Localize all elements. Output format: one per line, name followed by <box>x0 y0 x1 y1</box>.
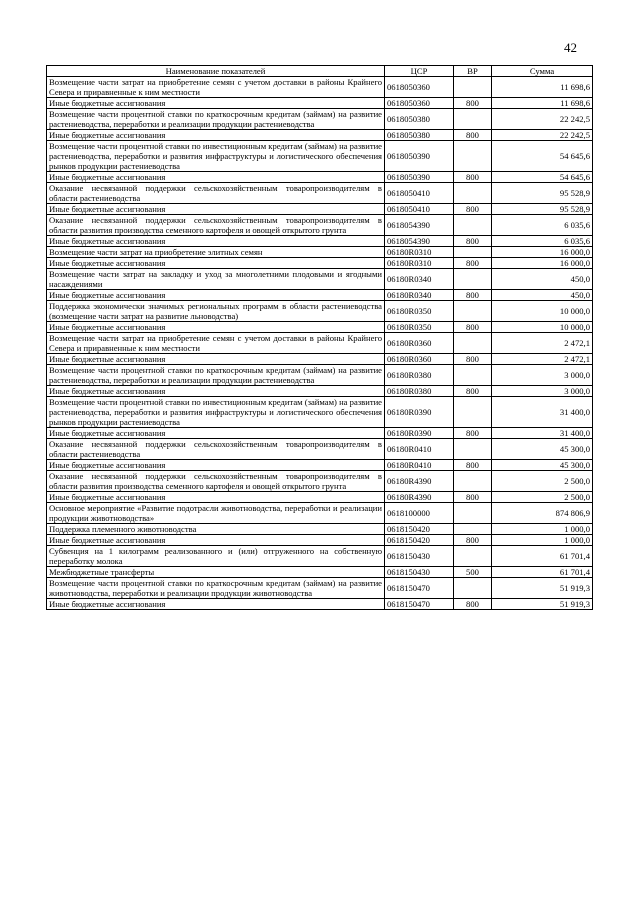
cell-vr <box>454 524 492 535</box>
cell-name: Иные бюджетные ассигнования <box>47 258 385 269</box>
cell-csr: 0618150430 <box>385 546 454 567</box>
cell-csr: 06180R0350 <box>385 322 454 333</box>
cell-sum: 54 645,6 <box>492 141 593 172</box>
cell-csr: 0618054390 <box>385 236 454 247</box>
table-row <box>47 77 593 98</box>
cell-name: Субвенция на 1 килограмм реализованного и (или) отгруженного на собственную переработку молока <box>47 546 385 567</box>
cell-name: Возмещение части затрат на приобретение семян с учетом доставки в районы Крайнего Севера и приравненные к ним местности <box>47 77 385 98</box>
cell-vr <box>454 333 492 354</box>
table-row <box>47 397 593 428</box>
cell-csr: 06180R4390 <box>385 471 454 492</box>
cell-vr <box>454 578 492 599</box>
cell-sum: 51 919,3 <box>492 578 593 599</box>
table-row <box>47 439 593 460</box>
cell-csr: 0618050410 <box>385 183 454 204</box>
table-row <box>47 365 593 386</box>
cell-sum: 61 701,4 <box>492 546 593 567</box>
cell-sum: 450,0 <box>492 290 593 301</box>
table-row <box>47 428 593 439</box>
cell-csr: 0618050380 <box>385 109 454 130</box>
cell-vr: 800 <box>454 130 492 141</box>
cell-vr <box>454 141 492 172</box>
cell-csr: 06180R0310 <box>385 258 454 269</box>
cell-name: Поддержка экономически значимых региональных программ в области растениеводства (возмещение части затрат на развитие льноводства) <box>47 301 385 322</box>
cell-csr: 0618054390 <box>385 215 454 236</box>
cell-name: Возмещение части затрат на закладку и уход за многолетними плодовыми и ягодными насаждениями <box>47 269 385 290</box>
cell-vr <box>454 301 492 322</box>
cell-vr: 800 <box>454 258 492 269</box>
cell-sum: 10 000,0 <box>492 301 593 322</box>
cell-name: Иные бюджетные ассигнования <box>47 354 385 365</box>
cell-csr: 0618150470 <box>385 578 454 599</box>
cell-name: Иные бюджетные ассигнования <box>47 492 385 503</box>
table-row <box>47 109 593 130</box>
table-row <box>47 460 593 471</box>
cell-name: Возмещение части процентной ставки по краткосрочным кредитам (займам) на развитие растениеводства, переработки и реализации продукции растениеводства <box>47 365 385 386</box>
table-row <box>47 567 593 578</box>
cell-csr: 06180R0340 <box>385 269 454 290</box>
header-vr: ВР <box>454 66 492 77</box>
cell-name: Иные бюджетные ассигнования <box>47 428 385 439</box>
cell-csr: 06180R0390 <box>385 428 454 439</box>
cell-name: Иные бюджетные ассигнования <box>47 386 385 397</box>
cell-sum: 31 400,0 <box>492 428 593 439</box>
cell-name: Основное мероприятие «Развитие подотрасли животноводства, переработки и реализации продукции животноводства» <box>47 503 385 524</box>
header-name: Наименование показателей <box>47 66 385 77</box>
cell-name: Иные бюджетные ассигнования <box>47 322 385 333</box>
cell-sum: 95 528,9 <box>492 204 593 215</box>
cell-vr: 800 <box>454 492 492 503</box>
cell-name: Возмещение части затрат на приобретение семян с учетом доставки в районы Крайнего Севера и приравненные к ним местности <box>47 333 385 354</box>
cell-name: Иные бюджетные ассигнования <box>47 98 385 109</box>
table-row <box>47 535 593 546</box>
table-row <box>47 172 593 183</box>
table-row <box>47 258 593 269</box>
cell-csr: 06180R0380 <box>385 386 454 397</box>
cell-name: Оказание несвязанной поддержки сельскохозяйственным товаропроизводителям в области растениеводства <box>47 439 385 460</box>
cell-sum: 22 242,5 <box>492 130 593 141</box>
cell-sum: 16 000,0 <box>492 247 593 258</box>
cell-name: Иные бюджетные ассигнования <box>47 130 385 141</box>
cell-csr: 06180R0350 <box>385 301 454 322</box>
cell-name: Возмещение части процентной ставки по краткосрочным кредитам (займам) на развитие растениеводства, переработки и реализации продукции растениеводства <box>47 109 385 130</box>
cell-sum: 95 528,9 <box>492 183 593 204</box>
cell-name: Возмещение части процентной ставки по инвестиционным кредитам (займам) на развитие растениеводства, переработки и развития инфраструктуры и логистического обеспечения рынков продукции растениеводства <box>47 141 385 172</box>
cell-name: Иные бюджетные ассигнования <box>47 599 385 610</box>
cell-sum: 2 500,0 <box>492 471 593 492</box>
cell-name: Иные бюджетные ассигнования <box>47 460 385 471</box>
cell-csr: 0618050380 <box>385 130 454 141</box>
cell-csr: 0618050410 <box>385 204 454 215</box>
table-row <box>47 215 593 236</box>
cell-name: Возмещение части процентной ставки по инвестиционным кредитам (займам) на развитие растениеводства, переработки и развития инфраструктуры и логистического обеспечения рынков продукции растениеводства <box>47 397 385 428</box>
cell-vr: 800 <box>454 290 492 301</box>
table-row <box>47 130 593 141</box>
table-row <box>47 546 593 567</box>
cell-name: Поддержка племенного животноводства <box>47 524 385 535</box>
cell-vr: 800 <box>454 535 492 546</box>
cell-csr: 06180R0360 <box>385 333 454 354</box>
cell-csr: 0618050360 <box>385 98 454 109</box>
cell-csr: 0618050360 <box>385 77 454 98</box>
cell-name: Межбюджетные трансферты <box>47 567 385 578</box>
cell-sum: 3 000,0 <box>492 365 593 386</box>
cell-csr: 06180R0380 <box>385 365 454 386</box>
cell-vr <box>454 77 492 98</box>
header-csr: ЦСР <box>385 66 454 77</box>
cell-sum: 450,0 <box>492 269 593 290</box>
table-row <box>47 599 593 610</box>
cell-csr: 0618150470 <box>385 599 454 610</box>
cell-sum: 54 645,6 <box>492 172 593 183</box>
cell-vr <box>454 397 492 428</box>
table-row <box>47 247 593 258</box>
cell-name: Возмещение части процентной ставки по краткосрочным кредитам (займам) на развитие животноводства, переработки и реализации продукции животноводства <box>47 578 385 599</box>
table-row <box>47 269 593 290</box>
cell-csr: 06180R4390 <box>385 492 454 503</box>
cell-sum: 51 919,3 <box>492 599 593 610</box>
cell-sum: 6 035,6 <box>492 236 593 247</box>
cell-csr: 06180R0360 <box>385 354 454 365</box>
cell-sum: 1 000,0 <box>492 535 593 546</box>
budget-table <box>46 65 593 610</box>
cell-name: Иные бюджетные ассигнования <box>47 204 385 215</box>
table-row <box>47 204 593 215</box>
cell-name: Иные бюджетные ассигнования <box>47 172 385 183</box>
cell-vr <box>454 215 492 236</box>
table-row <box>47 322 593 333</box>
cell-csr: 0618150420 <box>385 524 454 535</box>
cell-sum: 2 472,1 <box>492 354 593 365</box>
table-row <box>47 236 593 247</box>
cell-csr: 06180R0410 <box>385 460 454 471</box>
table-header-row <box>47 66 593 77</box>
cell-csr: 0618100000 <box>385 503 454 524</box>
cell-vr <box>454 365 492 386</box>
cell-csr: 06180R0340 <box>385 290 454 301</box>
cell-vr: 800 <box>454 460 492 471</box>
cell-sum: 11 698,6 <box>492 77 593 98</box>
cell-sum: 31 400,0 <box>492 397 593 428</box>
cell-vr: 800 <box>454 599 492 610</box>
cell-vr: 800 <box>454 322 492 333</box>
cell-sum: 16 000,0 <box>492 258 593 269</box>
cell-sum: 11 698,6 <box>492 98 593 109</box>
cell-name: Иные бюджетные ассигнования <box>47 236 385 247</box>
cell-sum: 61 701,4 <box>492 567 593 578</box>
cell-sum: 45 300,0 <box>492 439 593 460</box>
table-row <box>47 301 593 322</box>
cell-vr <box>454 247 492 258</box>
cell-vr: 800 <box>454 354 492 365</box>
cell-csr: 06180R0310 <box>385 247 454 258</box>
cell-vr: 800 <box>454 236 492 247</box>
cell-vr: 800 <box>454 386 492 397</box>
table-row <box>47 386 593 397</box>
cell-sum: 22 242,5 <box>492 109 593 130</box>
table-row <box>47 578 593 599</box>
cell-vr: 800 <box>454 98 492 109</box>
cell-name: Оказание несвязанной поддержки сельскохозяйственным товаропроизводителям в области развития производства семенного картофеля и овощей открытого грунта <box>47 471 385 492</box>
cell-sum: 874 806,9 <box>492 503 593 524</box>
table-row <box>47 333 593 354</box>
cell-sum: 1 000,0 <box>492 524 593 535</box>
cell-name: Возмещение части затрат на приобретение элитных семян <box>47 247 385 258</box>
cell-vr <box>454 183 492 204</box>
cell-vr: 800 <box>454 172 492 183</box>
table-row <box>47 98 593 109</box>
cell-name: Оказание несвязанной поддержки сельскохозяйственным товаропроизводителям в области развития производства семенного картофеля и овощей открытого грунта <box>47 215 385 236</box>
cell-vr <box>454 439 492 460</box>
cell-name: Иные бюджетные ассигнования <box>47 535 385 546</box>
cell-vr <box>454 109 492 130</box>
cell-vr: 800 <box>454 428 492 439</box>
table-row <box>47 471 593 492</box>
cell-sum: 45 300,0 <box>492 460 593 471</box>
table-row <box>47 503 593 524</box>
cell-csr: 0618150430 <box>385 567 454 578</box>
cell-vr <box>454 269 492 290</box>
cell-name: Оказание несвязанной поддержки сельскохозяйственным товаропроизводителям в области растениеводства <box>47 183 385 204</box>
cell-csr: 0618050390 <box>385 141 454 172</box>
header-sum: Сумма <box>492 66 593 77</box>
table-row <box>47 524 593 535</box>
cell-name: Иные бюджетные ассигнования <box>47 290 385 301</box>
cell-csr: 06180R0390 <box>385 397 454 428</box>
table-row <box>47 183 593 204</box>
table-row <box>47 354 593 365</box>
table-row <box>47 290 593 301</box>
cell-vr <box>454 471 492 492</box>
cell-sum: 2 500,0 <box>492 492 593 503</box>
table-row <box>47 141 593 172</box>
page-number: 42 <box>564 40 577 55</box>
cell-sum: 6 035,6 <box>492 215 593 236</box>
cell-sum: 10 000,0 <box>492 322 593 333</box>
cell-vr <box>454 503 492 524</box>
cell-vr: 500 <box>454 567 492 578</box>
cell-csr: 06180R0410 <box>385 439 454 460</box>
cell-vr <box>454 546 492 567</box>
cell-csr: 0618150420 <box>385 535 454 546</box>
cell-sum: 2 472,1 <box>492 333 593 354</box>
cell-vr: 800 <box>454 204 492 215</box>
table-row <box>47 492 593 503</box>
cell-sum: 3 000,0 <box>492 386 593 397</box>
cell-csr: 0618050390 <box>385 172 454 183</box>
